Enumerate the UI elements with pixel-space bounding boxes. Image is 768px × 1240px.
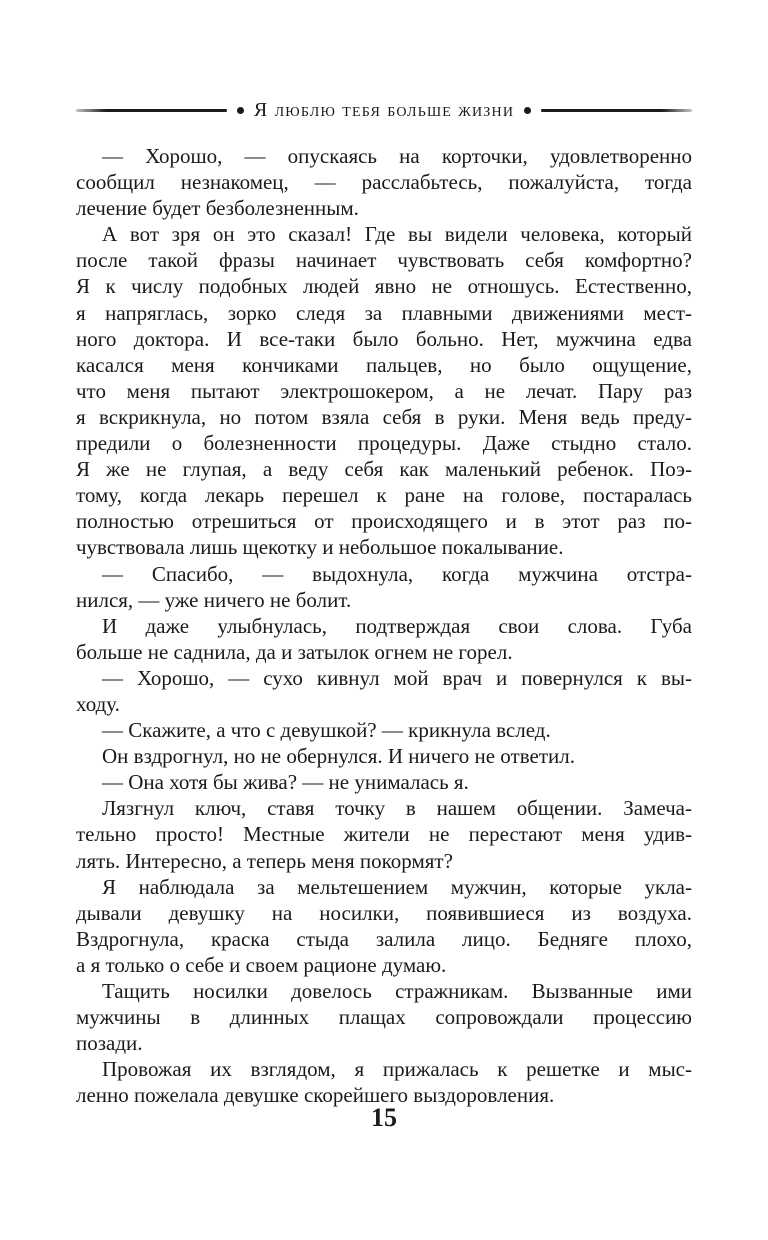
text-line: — Хорошо, — сухо кивнул мой врач и повернулся к вы- — [102, 665, 692, 690]
text-line: — Хорошо, — опускаясь на корточки, удовлетворенно — [102, 144, 692, 168]
running-header — [76, 92, 692, 128]
text-line: мужчины в длинных плащах сопровождали процессию — [76, 1005, 692, 1030]
text-line: я напряглась, зорко следя за плавными движениями мест- — [76, 300, 692, 325]
text-line: Тащить носилки довелось стражникам. Вызванные ими — [102, 979, 692, 1003]
text-line: чувствовала лишь щекотку и небольшое покалывание. — [76, 535, 564, 560]
text-line: позади. — [76, 1031, 143, 1056]
text-line: ного доктора. И все-таки было больно. Нет, мужчина едва — [76, 326, 692, 351]
text-line: — Скажите, а что с девушкой? — крикнула вслед. — [102, 718, 551, 743]
text-line: полностью отрешиться от происходящего и в этот раз по- — [76, 509, 692, 534]
text-line: А вот зря он это сказал! Где вы видели человека, который — [102, 222, 692, 247]
text-line: ходу. — [76, 691, 120, 716]
text-line: а я только о себе и своем рационе думаю. — [76, 952, 447, 977]
page-number: 15 — [371, 1103, 397, 1132]
text-line: я вскрикнула, но потом взяла себя в руки. Меня ведь преду- — [76, 404, 692, 429]
text-line: Я же не глупая, а веду себя как маленький ребенок. Поэ- — [76, 457, 692, 482]
text-line: касался меня кончиками пальцев, но было ощущение, — [76, 352, 692, 377]
text-line: после такой фразы начинает чувствовать себя комфортно? — [76, 248, 692, 273]
header-bullet-right — [524, 107, 531, 114]
text-line: Я к числу подобных людей явно не отношусь. Естественно, — [76, 274, 692, 299]
text-line: — Она хотя бы жива? — не унималась я. — [102, 770, 469, 795]
text-line: Я наблюдала за мельтешением мужчин, которые укла- — [102, 874, 692, 899]
text-line: больше не саднила, да и затылок огнем не горел. — [76, 639, 513, 664]
text-line: Лязгнул ключ, ставя точку в нашем общении. Замеча- — [102, 796, 692, 821]
text-line: И даже улыбнулась, подтверждая свои слова. Губа — [102, 613, 692, 638]
text-line: ленно пожелала девушке скорейшего выздоровления. — [76, 1083, 555, 1108]
text-line: лечение будет безболезненным. — [76, 196, 359, 221]
text-line: Вздрогнула, краска стыда залила лицо. Бедняге плохо, — [76, 926, 692, 951]
text-line: Он вздрогнул, но не обернулся. И ничего не ответил. — [102, 744, 575, 769]
text-line: лять. Интересно, а теперь меня покормят? — [76, 848, 453, 873]
text-line: нился, — уже ничего не болит. — [76, 587, 352, 612]
text-line: тельно просто! Местные жители не перестают меня удив- — [76, 822, 692, 847]
body-text — [76, 143, 692, 1108]
header-rule-left — [76, 109, 227, 112]
text-line: Провожая их взглядом, я прижалась к решетке и мыс- — [102, 1057, 692, 1082]
text-line: — Спасибо, — выдохнула, когда мужчина отстра- — [102, 561, 692, 586]
header-rule-right — [541, 109, 692, 112]
running-title: Я люблю тебя больше жизни — [253, 98, 515, 121]
text-line: предили о болезненности процедуры. Даже стыдно стало. — [76, 431, 692, 456]
text-line: что меня пытают электрошокером, а не лечат. Пару раз — [76, 378, 692, 403]
text-line: сообщил незнакомец, — расслабьтесь, пожалуйста, тогда — [76, 170, 692, 195]
header-bullet-left — [237, 107, 244, 114]
text-line: дывали девушку на носилки, появившиеся из воздуха. — [76, 900, 692, 925]
text-line: тому, когда лекарь перешел к ране на голове, постаралась — [76, 483, 692, 508]
